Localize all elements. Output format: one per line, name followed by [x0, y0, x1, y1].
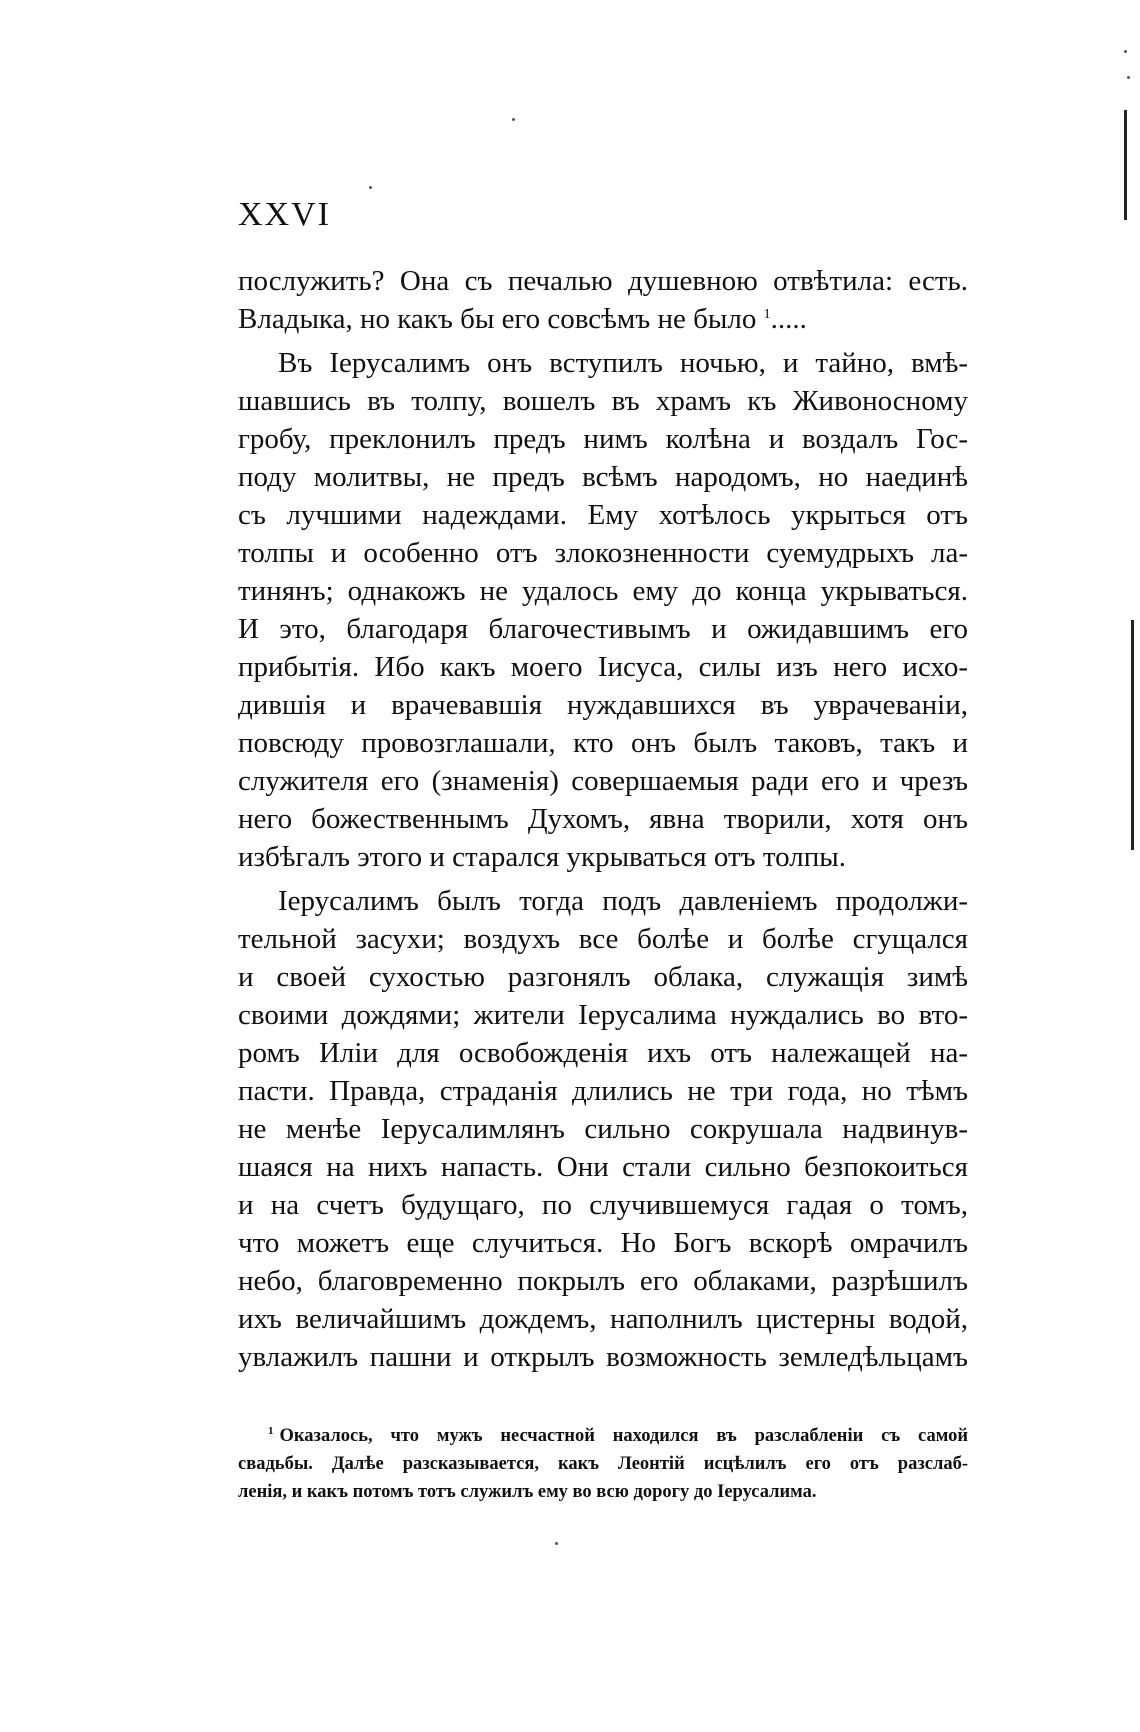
text-line: и на счетъ будущаго, по случившемуся гадая о томъ, — [238, 1189, 968, 1221]
text-line: Владыка, но какъ бы его совсѣмъ не было $^1$..... — [238, 303, 807, 335]
text-line: не менѣе Іерусалимлянъ сильно сокрушала надвинув- — [238, 1113, 968, 1145]
footnote-line: $^1$ Оказалось, что мужъ несчастной находился въ разслабленіи съ самой — [268, 1425, 968, 1446]
footnote-mark: 1 — [268, 1425, 274, 1437]
text-line: своими дождями; жители Іерусалима нуждались во вто- — [238, 999, 968, 1031]
scan-speck — [1124, 50, 1127, 53]
text-line: тельной засухи; воздухъ все болѣе и болѣе сгущался — [238, 923, 968, 955]
scan-speck — [1127, 76, 1130, 79]
footnote-line: свадьбы. Далѣе разсказывается, какъ Леонтій исцѣлилъ его отъ разслаб- — [238, 1454, 968, 1474]
text-line: ихъ величайшимъ дождемъ, наполнилъ цистерны водой, — [238, 1303, 968, 1335]
text-line: что можетъ еще случиться. Но Богъ вскорѣ омрачилъ — [238, 1227, 968, 1259]
text-line: прибытія. Ибо какъ моего Іисуса, силы изъ него исхо- — [238, 651, 968, 683]
text-line: Іерусалимъ былъ тогда подъ давленіемъ продолжи- — [278, 885, 968, 917]
text-line: ромъ Иліи для освобожденія ихъ отъ належащей на- — [238, 1037, 968, 1069]
main-text — [238, 262, 968, 1376]
scan-edge-mark — [1124, 110, 1127, 220]
text-line: толпы и особенно отъ злокозненности суемудрыхъ ла- — [238, 537, 968, 569]
text-line: дившія и врачевавшія нуждавшихся въ уврачеваніи, — [238, 689, 968, 721]
footnote — [238, 1422, 968, 1506]
text-line: съ лучшими надеждами. Ему хотѣлось укрыться отъ — [238, 499, 968, 531]
scan-speck — [512, 118, 515, 121]
text-line: И это, благодаря благочестивымъ и ожидавшимъ его — [238, 613, 968, 645]
text-line: повсюду провозглашали, кто онъ былъ таковъ, такъ и — [238, 727, 968, 759]
text-line: гробу, преклонилъ предъ нимъ колѣна и воздалъ Гос- — [238, 423, 968, 455]
text-line: Въ Іерусалимъ онъ вступилъ ночью, и тайно, вмѣ- — [278, 347, 968, 379]
footnote-reference: 1 — [763, 307, 771, 322]
footnote-line: ленія, и какъ потомъ тотъ служилъ ему во всю дорогу до Іерусалима. — [238, 1482, 817, 1502]
scan-speck — [369, 186, 372, 189]
scan-edge-mark — [1131, 620, 1134, 850]
text-line: увлажилъ пашни и открылъ возможность земледѣльцамъ — [238, 1341, 968, 1373]
page-number: XXVI — [238, 196, 331, 233]
text-line: служителя его (знаменія) совершаемыя ради его и чрезъ — [238, 765, 968, 797]
text-line: него божественнымъ Духомъ, явна творили, хотя онъ — [238, 803, 968, 835]
text-line: пасти. Правда, страданія длились не три года, но тѣмъ — [238, 1075, 968, 1107]
text-line: послужить? Она съ печалью душевною отвѣтила: есть. — [238, 265, 968, 297]
text-line: и своей сухостью разгонялъ облака, служащія зимѣ — [238, 961, 968, 993]
text-line: небо, благовременно покрылъ его облаками, разрѣшилъ — [238, 1265, 968, 1297]
scan-speck — [555, 1542, 558, 1545]
text-line: поду молитвы, не предъ всѣмъ народомъ, но наединѣ — [238, 461, 968, 493]
text-line: шавшись въ толпу, вошелъ въ храмъ къ Живоносному — [238, 385, 968, 417]
text-line: избѣгалъ этого и старался укрываться отъ толпы. — [238, 841, 847, 873]
text-line: шаяся на нихъ напасть. Они стали сильно безпокоиться — [238, 1151, 968, 1183]
text-line: тинянъ; однакожъ не удалось ему до конца укрываться. — [238, 575, 968, 607]
